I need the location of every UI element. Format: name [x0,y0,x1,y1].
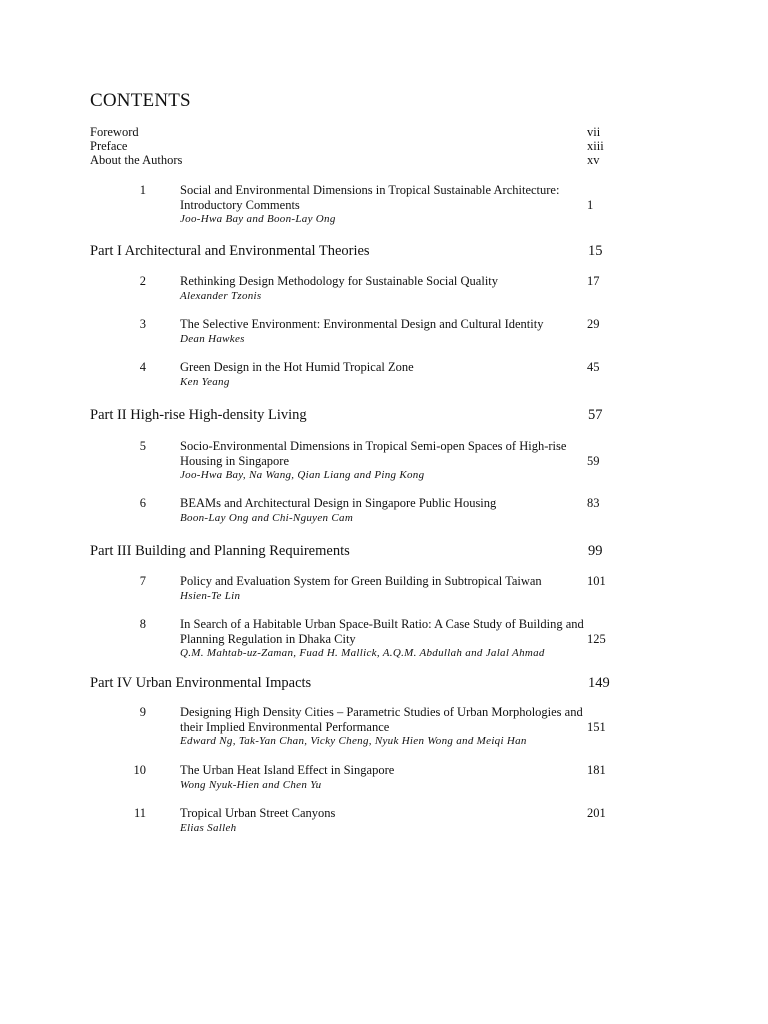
chapter-authors: Alexander Tzonis [180,289,262,302]
chapter-number: 11 [133,806,146,820]
chapter-number: 3 [139,317,146,331]
chapter-body [180,617,590,660]
part-title: Part II High-rise High-density Living [90,407,307,423]
chapter-body [180,439,590,482]
front-matter-label: Preface [90,139,128,153]
chapter-body [180,705,590,748]
page-number: 149 [588,675,610,691]
chapter-title-line: Socio-Environmental Dimensions in Tropical Semi-open Spaces of High-rise [180,439,567,453]
part-heading[interactable] [90,543,615,560]
page-number: 29 [587,317,600,331]
page-number: 125 [587,632,606,646]
chapter-title-line: In Search of a Habitable Urban Space-Built Ratio: A Case Study of Building and [180,617,584,631]
page-number: 1 [587,198,594,212]
part-heading[interactable] [90,407,615,424]
chapter-authors: Joo-Hwa Bay, Na Wang, Qian Liang and Ping Kong [180,469,425,481]
chapter-authors: Dean Hawkes [180,332,245,345]
page-number: 45 [587,360,600,374]
chapter-title-line: Designing High Density Cities – Parametric Studies of Urban Morphologies and [180,705,583,719]
chapter-body [180,360,590,389]
chapter-title-line: Social and Environmental Dimensions in Tropical Sustainable Architecture: [180,183,560,197]
chapter-number: 8 [139,617,146,631]
part-heading[interactable] [90,675,615,692]
chapter-number: 6 [139,496,146,510]
front-matter-label: About the Authors [90,153,183,167]
chapter-number: 10 [133,763,146,777]
chapter-title-line: BEAMs and Architectural Design in Singapore Public Housing [180,496,497,510]
chapter-body [180,317,590,346]
page-number: 83 [587,496,600,510]
chapter-body [180,274,590,303]
page-number: 15 [588,243,603,259]
chapter-authors: Joo-Hwa Bay and Boon-Lay Ong [180,213,336,225]
front-matter-label: Foreword [90,125,139,139]
page-title: CONTENTS [90,90,191,111]
page-number: 201 [587,806,606,820]
front-matter-item[interactable] [90,139,605,153]
chapter-number: 4 [139,360,146,374]
chapter-number: 5 [139,439,146,453]
chapter-authors: Boon-Lay Ong and Chi-Nguyen Cam [180,511,354,524]
chapter-authors: Hsien-Te Lin [180,589,241,602]
chapter-title-line: Housing in Singapore [180,453,290,468]
part-title: Part III Building and Planning Requirements [90,543,350,559]
chapter-body [180,183,590,226]
chapter-number: 2 [139,274,146,288]
front-matter-item[interactable] [90,125,605,139]
chapter-title-line: Rethinking Design Methodology for Sustainable Social Quality [180,274,499,288]
chapter-title-line: The Urban Heat Island Effect in Singapore [180,763,395,777]
page-number: xv [587,153,600,167]
chapter-authors: Edward Ng, Tak-Yan Chan, Vicky Cheng, Nyuk Hien Wong and Meiqi Han [180,735,527,747]
chapter-authors: Q.M. Mahtab-uz-Zaman, Fuad H. Mallick, A.Q.M. Abdullah and Jalal Ahmad [180,647,545,659]
chapter-number: 9 [139,705,146,719]
page-number: 57 [588,407,603,423]
chapter-authors: Elias Salleh [180,821,237,834]
chapter-title-line: Planning Regulation in Dhaka City [180,631,356,646]
page-number: xiii [587,139,604,153]
chapter-body [180,763,590,792]
part-heading[interactable] [90,243,615,260]
page-number: 151 [587,720,606,734]
chapter-title-line: The Selective Environment: Environmental Design and Cultural Identity [180,317,544,331]
chapter-title-line: Introductory Comments [180,197,300,212]
part-title: Part I Architectural and Environmental Theories [90,243,370,259]
chapter-body [180,574,590,603]
chapter-authors: Ken Yeang [180,375,230,388]
chapter-number: 1 [139,183,146,197]
page-number: 101 [587,574,606,588]
page-number: 59 [587,454,600,468]
chapter-number: 7 [139,574,146,588]
chapter-body [180,806,590,835]
front-matter-list [90,125,605,167]
page-number: 17 [587,274,600,288]
page-number: 99 [588,543,603,559]
part-title: Part IV Urban Environmental Impacts [90,675,312,691]
chapter-title-line: Tropical Urban Street Canyons [180,806,336,820]
page-number: 181 [587,763,606,777]
chapter-title-line: Policy and Evaluation System for Green Building in Subtropical Taiwan [180,574,542,588]
chapter-title-line: their Implied Environmental Performance [180,719,390,734]
chapter-body [180,496,590,525]
page-number: vii [587,125,601,139]
chapter-title-line: Green Design in the Hot Humid Tropical Zone [180,360,414,374]
chapter-authors: Wong Nyuk-Hien and Chen Yu [180,778,322,791]
front-matter-item[interactable] [90,153,605,167]
